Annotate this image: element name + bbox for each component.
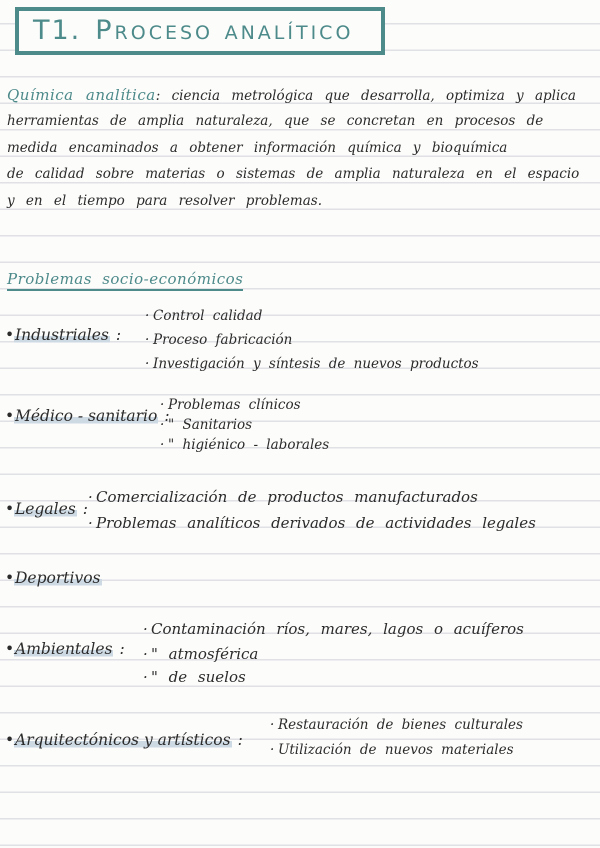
- list-item: [143, 620, 524, 638]
- category-medico-sanitario: [5, 406, 170, 426]
- bullet-icon: •: [5, 731, 15, 749]
- category-label: Ambientales: [15, 640, 113, 658]
- category-label: Deportivos: [15, 569, 101, 587]
- category-label: Arquitectónicos y artísticos: [15, 731, 231, 749]
- dot-icon: ·: [88, 488, 93, 506]
- dot-icon: ·: [270, 742, 275, 758]
- item-text: Problemas analíticos derivados de actividades legales: [96, 514, 536, 532]
- item-text: " atmosférica: [151, 645, 259, 663]
- item-text: Restauración de bienes culturales: [278, 717, 523, 733]
- category-deportivos: [5, 568, 102, 588]
- list-item: [143, 668, 246, 686]
- item-text: Contaminación ríos, mares, lagos o acuíferos: [151, 620, 524, 638]
- definition-term: Química analítica: [7, 86, 156, 104]
- bullet-icon: •: [5, 500, 15, 518]
- definition-line-5: y en el tiempo para resolver problemas.: [7, 192, 322, 209]
- page-title: [33, 15, 353, 46]
- category-colon: :: [119, 640, 125, 658]
- category-arquitectonicos: [5, 730, 243, 750]
- dot-icon: ·: [143, 620, 148, 638]
- dot-icon: ·: [160, 437, 165, 453]
- list-item: [143, 645, 258, 663]
- definition-line-4: de calidad sobre materias o sistemas de amplia naturaleza en el espacio: [7, 166, 580, 183]
- definition-line-3: medida encaminados a obtener información química y bioquímica: [7, 139, 508, 156]
- item-text: " Sanitarios: [168, 417, 253, 433]
- item-text: Problemas clínicos: [168, 397, 301, 413]
- category-colon: :: [164, 407, 170, 425]
- item-text: Investigación y síntesis de nuevos productos: [153, 356, 479, 372]
- item-text: Utilización de nuevos materiales: [278, 742, 514, 758]
- definition-line-1: [7, 82, 597, 108]
- category-colon: :: [82, 500, 88, 518]
- item-text: " higiénico - laborales: [168, 437, 330, 453]
- category-label: Médico - sanitario: [15, 407, 158, 425]
- dot-icon: ·: [143, 645, 148, 663]
- title-number: T1.: [33, 15, 82, 46]
- category-label: Legales: [15, 500, 76, 518]
- dot-icon: ·: [160, 417, 165, 433]
- dot-icon: ·: [145, 308, 150, 324]
- list-item: [160, 396, 301, 414]
- list-item: [270, 741, 514, 759]
- category-industriales: [5, 325, 121, 345]
- dot-icon: ·: [145, 356, 150, 372]
- bullet-icon: •: [5, 407, 15, 425]
- dot-icon: ·: [270, 717, 275, 733]
- list-item: [145, 355, 479, 373]
- list-item: [88, 514, 536, 532]
- list-item: [145, 307, 262, 325]
- item-text: Proceso fabricación: [153, 332, 293, 348]
- list-item: [145, 331, 292, 349]
- definition-line-2: herramientas de amplia naturaleza, que se concretan en procesos de: [7, 113, 544, 130]
- definition-text-1: ciencia metrológica que desarrolla, optimiza y aplica: [171, 88, 576, 104]
- item-text: " de suelos: [151, 668, 246, 686]
- dot-icon: ·: [145, 332, 150, 348]
- dot-icon: ·: [88, 514, 93, 532]
- list-item: [160, 436, 329, 454]
- category-label: Industriales: [15, 326, 109, 344]
- category-ambientales: [5, 639, 125, 659]
- title-text: Proceso analítico: [95, 15, 354, 46]
- list-item: [160, 416, 252, 434]
- definition-colon: :: [155, 88, 161, 104]
- category-legales: [5, 499, 88, 519]
- category-colon: :: [115, 326, 122, 344]
- item-text: Control calidad: [153, 308, 263, 324]
- bullet-icon: •: [5, 569, 15, 587]
- item-text: Comercialización de productos manufacturados: [96, 488, 478, 506]
- definition-paragraph: [7, 82, 597, 214]
- section-title: Problemas socio-económicos: [7, 270, 243, 291]
- list-item: [88, 488, 478, 506]
- bullet-icon: •: [5, 640, 15, 658]
- title-box: [15, 7, 385, 55]
- dot-icon: ·: [143, 668, 148, 686]
- category-colon: :: [237, 731, 243, 749]
- dot-icon: ·: [160, 397, 165, 413]
- list-item: [270, 716, 523, 734]
- bullet-icon: •: [5, 326, 15, 344]
